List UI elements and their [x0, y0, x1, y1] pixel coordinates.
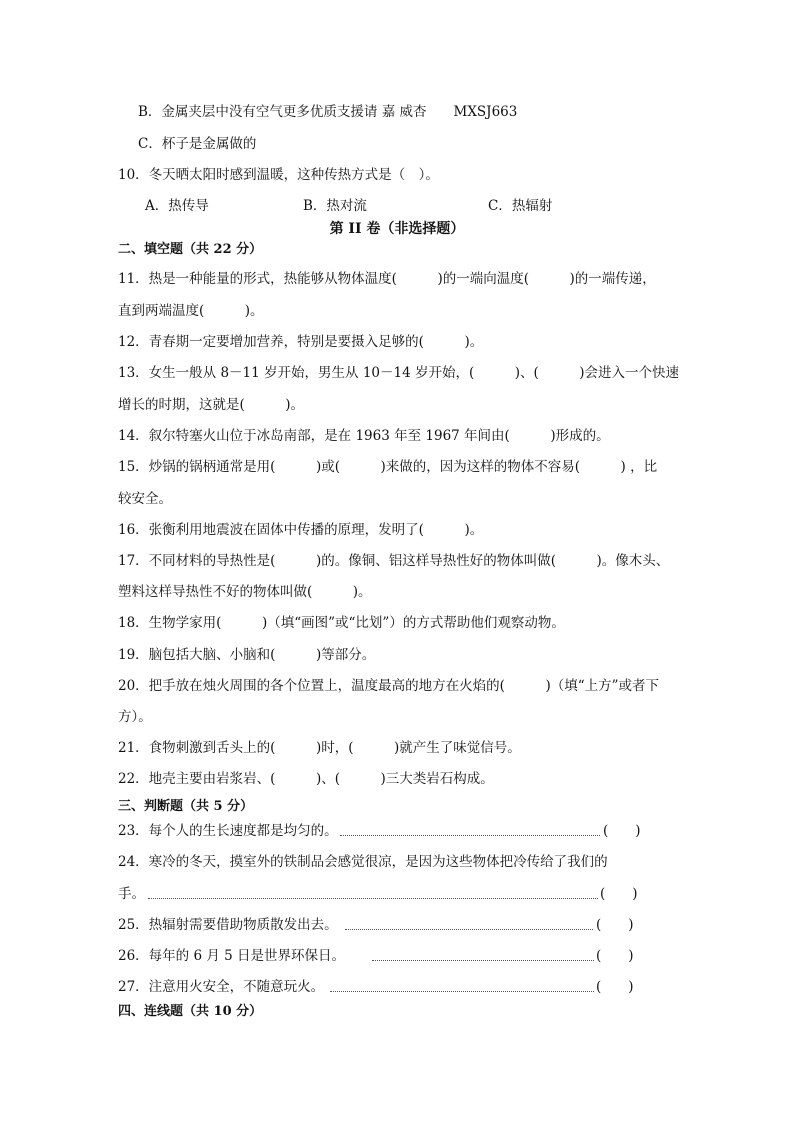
q12: 12．青春期一定要增加营养，特别是要摄入足够的( )。: [118, 334, 484, 350]
q10-option-b: B．热对流: [303, 198, 367, 214]
q19: 19．脑包括大脑、小脑和( )等部分。: [118, 647, 376, 663]
q25-leader-dots: [345, 929, 593, 930]
q13-line-1: 13．女生一般从 8－11 岁开始，男生从 10－14 岁开始，( )、( )会进入一个快速: [118, 365, 680, 381]
q14: 14．叙尔特塞火山位于冰岛南部，是在 1963 年至 1967 年间由( )形成的。: [118, 428, 610, 444]
q10-option-a: A．热传导: [145, 198, 209, 214]
q22: 22．地壳主要由岩浆岩、( )、( )三大类岩石构成。: [118, 771, 494, 787]
q9-option-b: B．金属夹层中没有空气更多优质支援请 嘉 威杏 MXSJ663: [138, 104, 518, 120]
section-3-title: 三、判断题（共 5 分）: [118, 799, 254, 814]
q16: 16．张衡利用地震波在固体中传播的原理，发明了( )。: [118, 522, 484, 538]
q25-answer-parens: ( ): [596, 917, 634, 933]
q13-line-2: 增长的时期，这就是( )。: [118, 397, 305, 413]
q21: 21．食物刺激到舌头上的( )时，( )就产生了味觉信号。: [118, 740, 521, 756]
q17-line-1: 17．不同材料的导热性是( )的。像铜、铝这样导热性好的物体叫做( )。像木头、: [118, 553, 670, 569]
q26-leader-dots: [372, 960, 594, 961]
q26-answer-parens: ( ): [596, 948, 634, 964]
q18: 18．生物学家用( )（填“画图”或“比划”）的方式帮助他们观察动物。: [118, 615, 565, 631]
q27: 27．注意用火安全，不随意玩火。: [118, 979, 325, 995]
q24-answer-parens: ( ): [600, 886, 638, 902]
q24-leader-dots: [148, 898, 598, 899]
q24-line-1: 24．寒冷的冬天，摸室外的铁制品会感觉很凉，是因为这些物体把冷传给了我们的: [118, 854, 608, 870]
q10-option-c: C．热辐射: [488, 198, 553, 214]
q15-line-2: 较安全。: [118, 491, 172, 507]
q17-line-2: 塑料这样导热性不好的物体叫做( )。: [118, 584, 372, 600]
section-2-title: 二、填空题（共 22 分）: [118, 242, 263, 257]
q15-line-1: 15．炒锅的锅柄通常是用( )或( )来做的，因为这样的物体不容易( ) ，比: [118, 459, 658, 475]
q10-stem: 10．冬天晒太阳时感到温暖，这种传热方式是（ ）。: [118, 167, 439, 183]
section-4-title: 四、连线题（共 10 分）: [118, 1004, 263, 1019]
q24-line-2: 手。: [118, 886, 145, 902]
volume-title: 第 II 卷（非选择题）: [329, 221, 465, 237]
q9-option-c: C．杯子是金属做的: [138, 136, 257, 152]
q20-line-2: 方）。: [118, 709, 152, 725]
q11-line-2: 直到两端温度( )。: [118, 303, 264, 319]
q23-answer-parens: ( ): [603, 823, 641, 839]
q11-line-1: 11．热是一种能量的形式，热能够从物体温度( )的一端向温度( )的一端传递，: [118, 271, 656, 287]
q27-leader-dots: [330, 991, 594, 992]
q26: 26．每年的 6 月 5 日是世界环保日。: [118, 948, 346, 964]
q23: 23．每个人的生长速度都是均匀的。: [118, 823, 338, 839]
q27-answer-parens: ( ): [596, 979, 634, 995]
q23-leader-dots: [340, 835, 600, 836]
q25: 25．热辐射需要借助物质散发出去。: [118, 917, 338, 933]
q20-line-1: 20．把手放在烛火周围的各个位置上，温度最高的地方在火焰的( )（填“上方”或者下: [118, 678, 660, 694]
